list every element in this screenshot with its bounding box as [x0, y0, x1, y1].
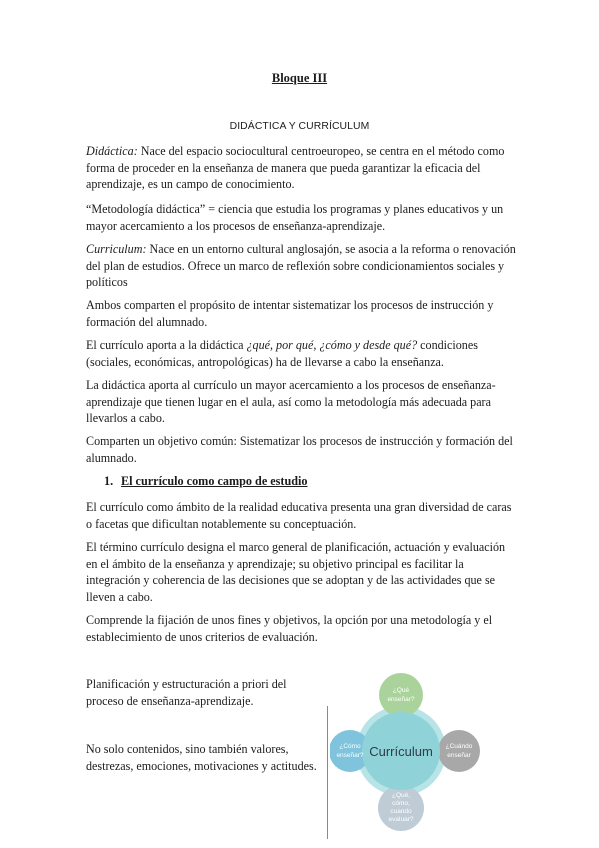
paragraph-objetivo-comun: Comparten un objetivo común: Sistematizar los procesos de instrucción y formación del alumnado. [86, 434, 513, 465]
bottom-label-3: cuando [390, 808, 412, 815]
right-label-2: enseñar [447, 752, 471, 759]
right-label-1: ¿Cuándo [445, 743, 473, 750]
section-title: El currículo como campo de estudio [121, 474, 308, 488]
definition-didactica: Nace del espacio sociocultural centroeuropeo, se centra en el método como forma de proceder en la enseñanza de manera que pueda garantizar la eficacia del aprendizaje, es un campo de conocimiento. [86, 144, 505, 192]
term-curriculum: Curriculum: [86, 242, 147, 256]
node-top [379, 673, 423, 717]
paragraph-metodologia: “Metodología didáctica” = ciencia que estudia los programas y planes educativos y un mayor acercamiento a los procesos de enseñanza-aprendizaje. [86, 202, 504, 233]
paragraph-aporta-didactica [86, 337, 516, 370]
page-title: Bloque III [271, 71, 328, 85]
center-label: Currículum [369, 744, 433, 759]
section-paragraph-1: El currículo como ámbito de la realidad educativa presenta una gran diversidad de caras o facetas que dificultan notablemente su conceptuación. [86, 500, 512, 531]
paragraph-didactica [86, 143, 516, 193]
bottom-label-2: cómo, [392, 800, 410, 807]
section-heading [104, 474, 308, 489]
section-paragraph-3: Comprende la fijación de unos fines y objetivos, la opción por una metodología y el establecimiento de unos criterios de evaluación. [86, 613, 493, 644]
bottom-label-4: evaluar? [388, 816, 414, 823]
aporta-didactica-before: El currículo aporta a la didáctica [86, 338, 247, 352]
paragraph-aporta-curriculo: La didáctica aporta al currículo un mayor acercamiento a los procesos de enseñanza-aprendizaje que tienen lugar en el aula, así como la metodología más adecuada para llevarlos a cabo. [86, 378, 496, 426]
curriculum-diagram [330, 668, 490, 840]
aporta-didactica-after: condiciones (sociales, económicas, antropológicas) ha de llevarse a cabo la enseñanza. [86, 338, 478, 369]
side-note-valores: No solo contenidos, sino también valores, destrezas, emociones, motivaciones y actitudes. [86, 742, 317, 773]
section-paragraph-2: El término currículo designa el marco general de planificación, actuación y evaluación en el ámbito de la enseñanza y aprendizaje; su objetivo principal es facilitar la integración y coherencia de las decisiones que se adoptan y de las actividades que se lleven a cabo. [86, 540, 506, 604]
left-label-2: enseñar? [336, 752, 364, 759]
top-label-2: enseñar? [387, 696, 415, 703]
section-number: 1. [104, 474, 114, 488]
definition-curriculum: Nace en un entorno cultural anglosajón, se asocia a la reforma o renovación del plan de estudios. Ofrece un marco de reflexión sobre condicionamientos sociales y políticos [86, 242, 516, 290]
paragraph-curriculum [86, 241, 516, 291]
paragraph-ambos: Ambos comparten el propósito de intentar sistematizar los procesos de instrucción y formación del alumnado. [86, 298, 494, 329]
aporta-didactica-questions: ¿qué, por qué, ¿cómo y desde qué? [246, 338, 418, 352]
bottom-label-1: ¿Qué, [391, 792, 411, 799]
divider-line [327, 706, 328, 839]
top-label-1: ¿Qué [392, 687, 410, 694]
page-subtitle: DIDÁCTICA Y CURRÍCULUM [229, 121, 370, 132]
node-right [438, 730, 480, 772]
left-label-1: ¿Cómo [339, 743, 361, 750]
term-didactica: Didáctica: [86, 144, 138, 158]
side-note-planificacion: Planificación y estructuración a priori del proceso de enseñanza-aprendizaje. [86, 677, 287, 708]
